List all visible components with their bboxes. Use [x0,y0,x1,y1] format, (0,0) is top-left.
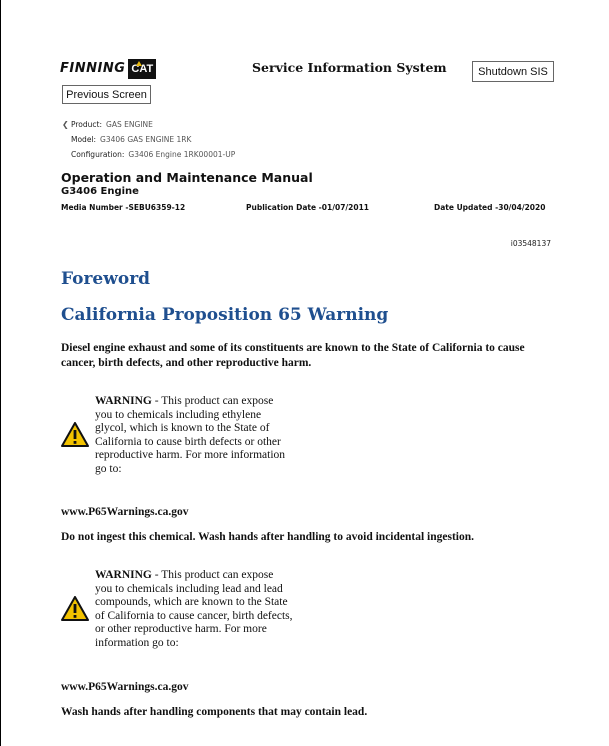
product-value: GAS ENGINE [106,120,153,129]
product-label: Product: [71,120,103,129]
warning-label: WARNING [95,569,152,581]
media-number: Media Number -SEBU6359-12 [61,203,186,212]
finning-cat-logo [60,59,156,79]
previous-screen-button[interactable]: Previous Screen [62,85,151,104]
warning-line: you to chemicals including lead and lead [95,582,283,595]
page-left-border [0,0,1,746]
prop65-heading: California Proposition 65 Warning [61,305,389,325]
model-value: G3406 GAS ENGINE 1RK [100,135,192,144]
warning-line: glycol, which is known to the State of [95,422,270,434]
warning-line: compounds, which are known to the State [95,596,288,608]
warning-line: - This product can expose [151,569,274,581]
manual-title: Operation and Maintenance Manual [61,170,313,185]
p65-url-link: www.P65Warnings.ca.gov [61,681,189,693]
warning-triangle-icon [61,422,89,447]
warning-line: go to: [95,462,122,475]
date-updated: Date Updated -30/04/2020 [434,203,546,212]
warning-text [95,395,300,476]
configuration-value: G3406 Engine 1RK00001-UP [128,150,236,159]
model-label: Model: [71,135,97,144]
exhaust-warning-paragraph: Diesel engine exhaust and some of its constituents are known to the State of California to cause cancer, birth defects, and other reproductive harm. [61,342,525,369]
warning-line: California to cause birth defects or other [95,435,281,448]
document-id: i03548137 [510,239,551,248]
warning-label: WARNING [95,395,152,407]
configuration-label: Configuration: [71,150,125,159]
warning-triangle-icon [61,596,89,621]
system-title: Service Information System [252,60,447,75]
back-chevron-icon[interactable]: ❮ [62,120,69,129]
warning-line: - This product can expose [151,395,274,407]
warning-line: or other reproductive harm. For more [95,623,267,635]
manual-subtitle: G3406 Engine [61,186,139,197]
warning-text [95,569,300,650]
foreword-heading: Foreword [61,269,151,289]
ingest-warning-paragraph: Do not ingest this chemical. Wash hands after handling to avoid incidental ingestion. [61,531,475,543]
product-breadcrumb [62,117,235,162]
logo-cat-badge: CAT [128,59,156,79]
warning-line: you to chemicals including ethylene [95,408,262,421]
lead-handling-paragraph: Wash hands after handling components that may contain lead. [61,706,368,718]
warning-line: information go to: [95,636,179,649]
publication-date: Publication Date -01/07/2011 [246,203,370,212]
p65-url-link: www.P65Warnings.ca.gov [61,506,189,518]
shutdown-sis-button[interactable]: Shutdown SIS [472,61,554,82]
warning-line: of California to cause cancer, birth defects, [95,609,293,622]
warning-line: reproductive harm. For more information [95,449,286,461]
logo-finning-text: FINNING [60,61,126,76]
